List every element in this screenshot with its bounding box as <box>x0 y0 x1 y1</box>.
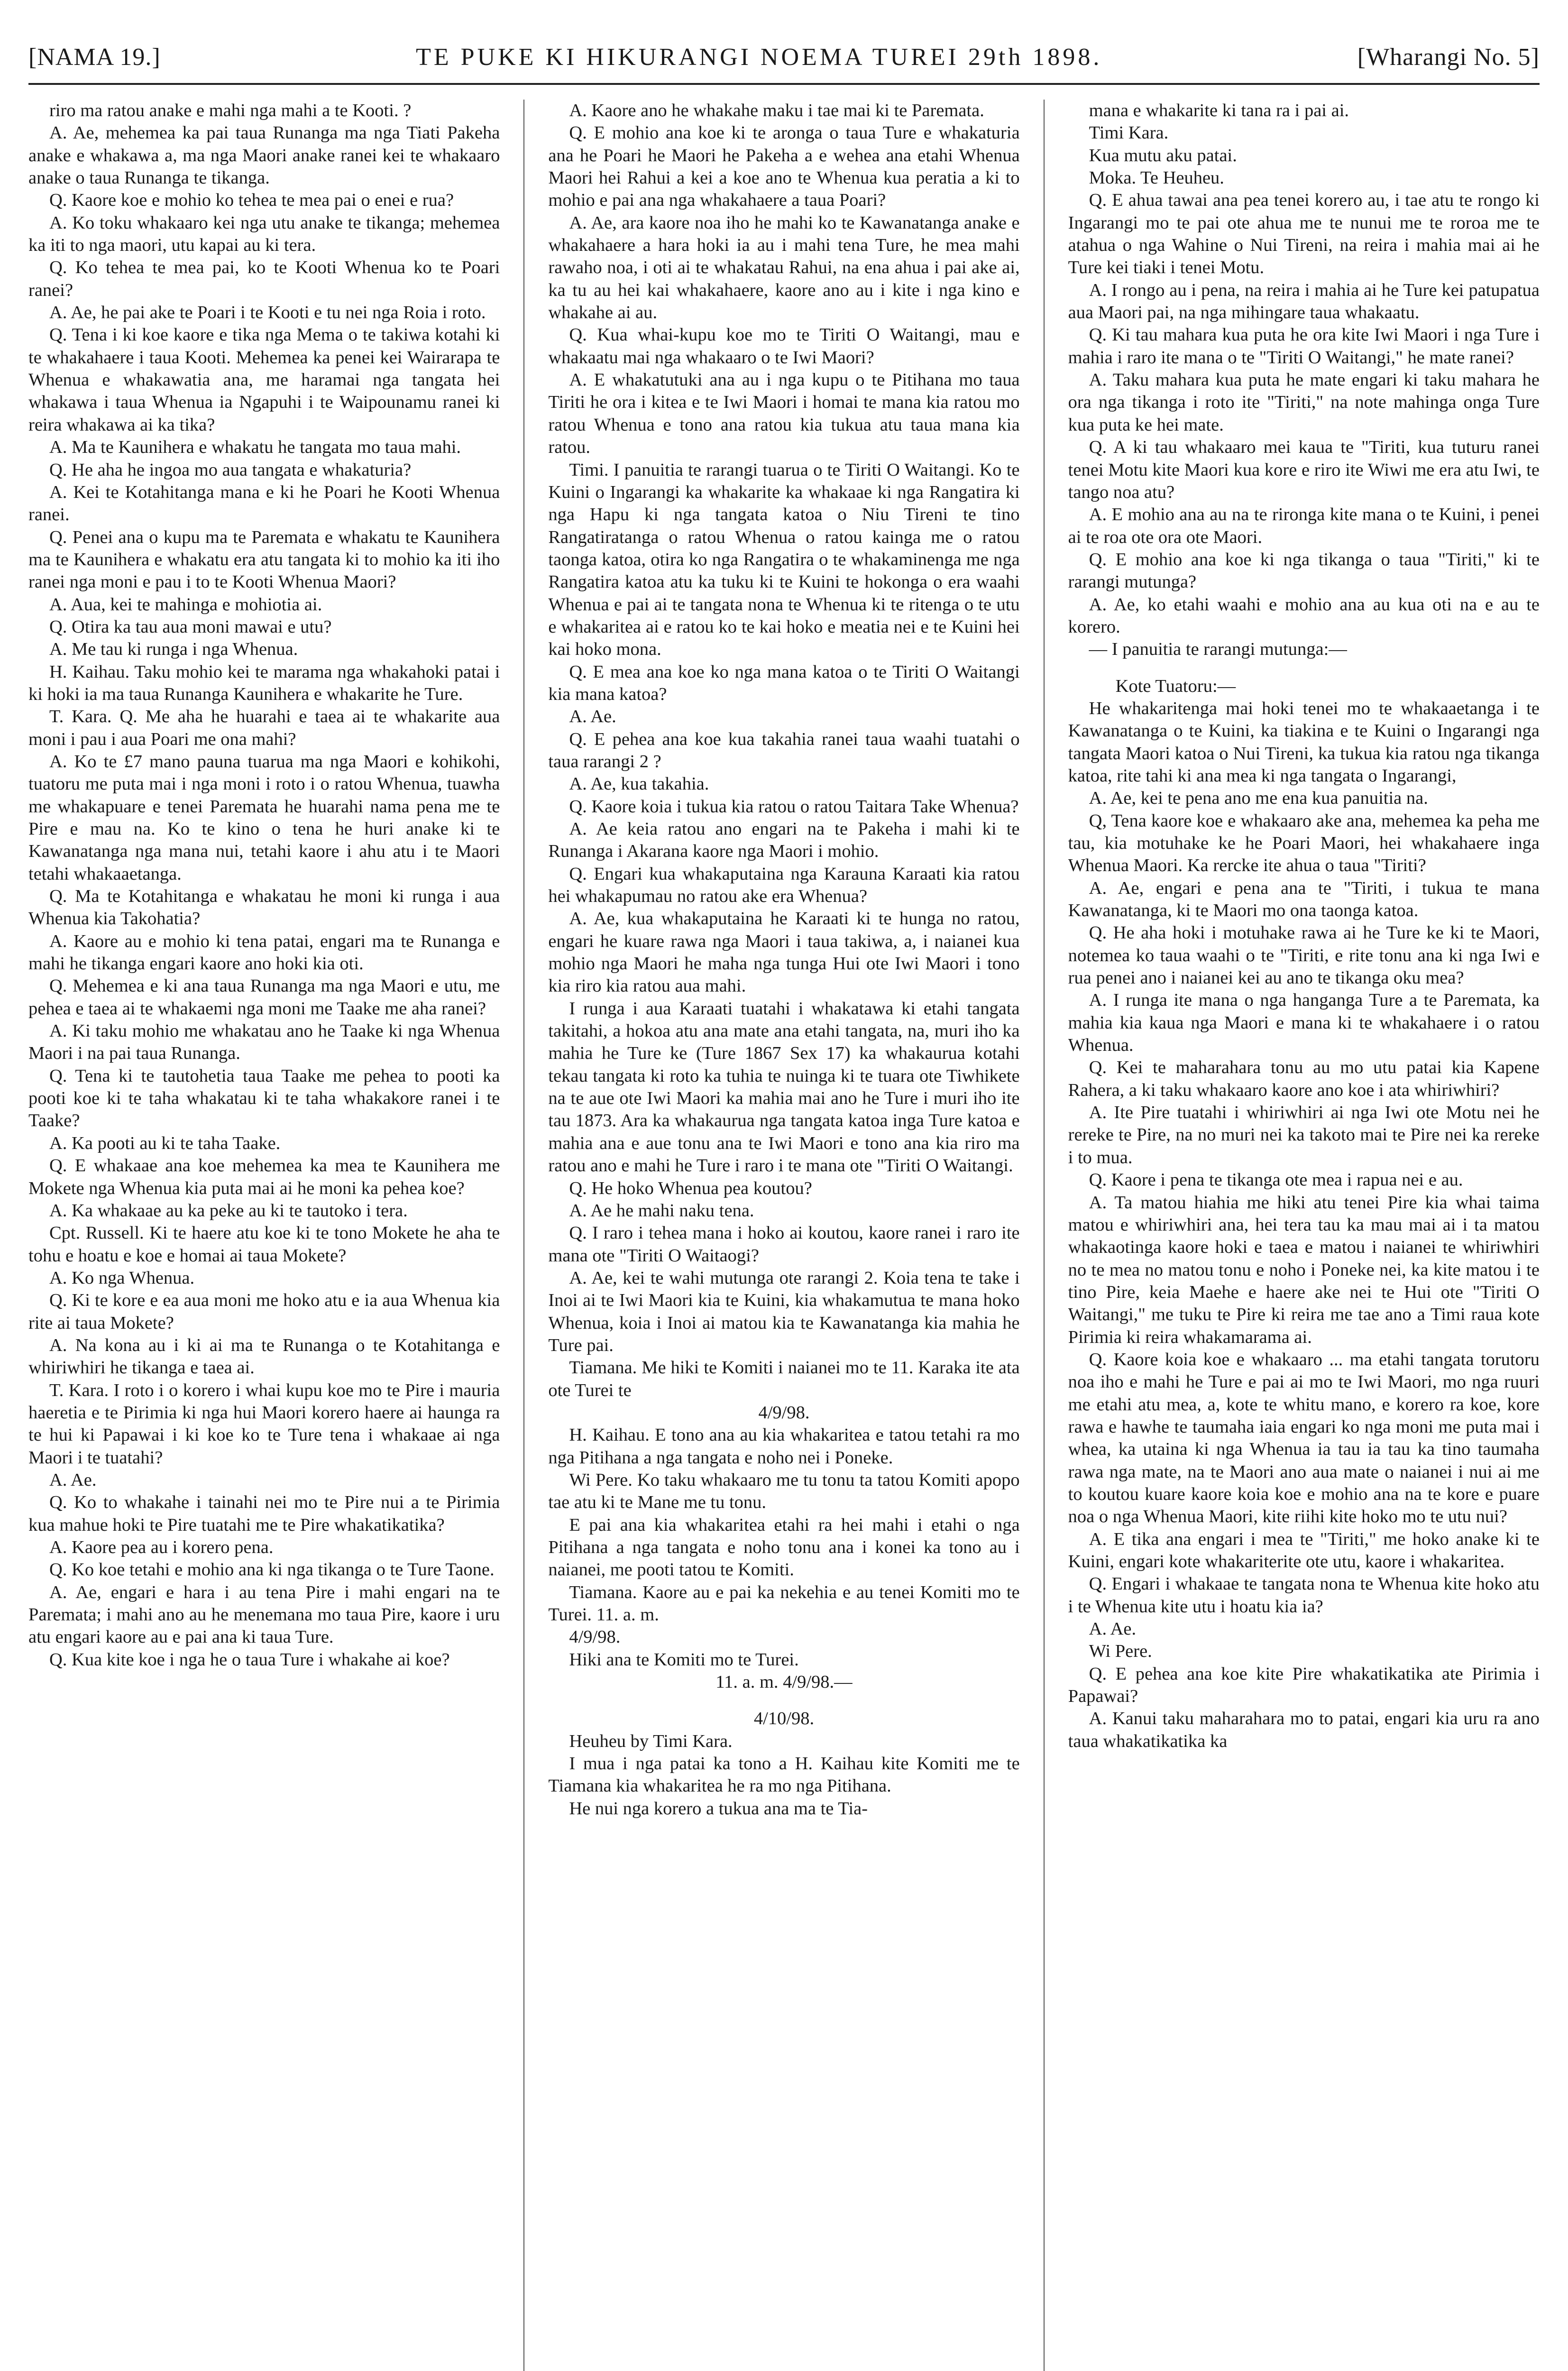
paragraph: Q. Kaore koia i tukua kia ratou o ratou Taitara Take Whenua? <box>569 796 1019 817</box>
text-columns <box>28 100 1540 2371</box>
paragraph: Hiki ana te Komiti mo te Turei. <box>569 1649 799 1670</box>
paragraph: Q. Engari kua whakaputaina nga Karauna Karaati kia ratou hei whakapumau no ratou ake era Whenua? <box>548 864 1020 907</box>
paragraph: Kua mutu aku patai. <box>1089 145 1237 165</box>
paragraph: A. Na kona au i ki ai ma te Runanga o te Kotahitanga e whiriwhiri he tikanga e taea ai. <box>28 1335 500 1378</box>
paragraph: Q. Kaore i pena te tikanga ote mea i rapua nei e au. <box>1089 1170 1463 1190</box>
paragraph: A. E mohio ana au na te rironga kite mana o te Kuini, i penei ai te roa ote ora ote Maori. <box>1068 505 1540 547</box>
paragraph: 11. a. m. 4/9/98.— <box>715 1672 853 1692</box>
paragraph: Q. Otira ka tau aua moni mawai e utu? <box>49 616 332 637</box>
paragraph: Moka. Te Heuheu. <box>1089 168 1224 188</box>
paragraph: A. Ae, ko etahi waahi e mohio ana au kua oti na e au te korero. <box>1068 594 1540 637</box>
paragraph: Heuheu by Timi Kara. <box>569 1731 733 1751</box>
paragraph: Q. Penei ana o kupu ma te Paremata e whakatu te Kaunihera ma te Kaunihera e whakatu era atu tangata ki to mohio ka iti iho ranei nga moni e pau i to te Kooti Whenua Maori? <box>28 527 500 592</box>
paragraph: A. Ko toku whakaaro kei nga utu anake te tikanga; mehemea ka iti to nga maori, utu kapai au ki tera. <box>28 212 500 256</box>
paragraph: A. Ko nga Whenua. <box>49 1268 195 1288</box>
paragraph: Q. E ahua tawai ana pea tenei korero au, i tae atu te rongo ki Ingarangi mo te pai ote ahua me te nunui me te roroa me te atahua o nga Wahine o Nui Tireni, na reira i mahia mai ai he Ture kei tiaki i tenei Motu. <box>1068 190 1540 278</box>
paragraph: — I panuitia te rarangi mutunga:— <box>1089 639 1347 660</box>
paragraph: Q. Mehemea e ki ana taua Runanga ma nga Maori e utu, me pehea e taea ai te whakaemi nga moni me Taake me aha ranei? <box>28 976 500 1019</box>
paragraph: Q. E pehea ana koe kua takahia ranei taua waahi tuatahi o taua rarangi 2 ? <box>548 729 1020 772</box>
paragraph: A. Aua, kei te mahinga e mohiotia ai. <box>49 594 322 615</box>
paragraph: Q. Ko koe tetahi e mohio ana ki nga tikanga o te Ture Taone. <box>49 1560 495 1580</box>
paragraph: Q. Ki te kore e ea aua moni me hoko atu e ia aua Whenua kia rite ai taua Mokete? <box>28 1290 500 1333</box>
column-divider <box>1044 100 1045 2371</box>
newspaper-title: TE PUKE KI HIKURANGI NOEMA TUREI 29th 1898. <box>416 43 1102 71</box>
paragraph: Q, Tena kaore koe e whakaaro ake ana, mehemea ka peha me tau, kia motuhake ke he Poari Maori, hei whakahaere inga Whenua Maori. Ka rercke ite ahua o taua "Tiriti? <box>1068 810 1540 876</box>
paragraph: Q. Kaore koia koe e whakaaro ... ma etahi tangata torutoru noa iho e mahi he Ture e pai ai mo te Iwi Maori, mo nga ruuri me etahi atu mea, a, kote te whitu mano, e korero ra koe, kore rawa e hawhe te taumaha iaia engari ko nga moni me puta mai i whea, ka utaina ki nga Whenua ia tau ia tau ka tino taumaha rawa nga mate, na te Maori ano aua mate o naianei i nui ai me to koutou kuare kaore koia koe e mohio ana na te kore e puare noa o nga Whenua Maori, kite riihi kite hoko mo te utu nui? <box>1068 1349 1540 1527</box>
paragraph: A. Ae he mahi naku tena. <box>569 1200 754 1221</box>
paragraph: Cpt. Russell. Ki te haere atu koe ki te tono Mokete he aha te tohu e hoatu e koe e homai ai taua Mokete? <box>28 1223 500 1266</box>
paragraph: Q. Kua kite koe i nga he o taua Ture i whakahe ai koe? <box>49 1649 450 1670</box>
paragraph: A. Ka whakaae au ka peke au ki te tautoko i tera. <box>49 1200 408 1221</box>
paragraph: Q. E whakaae ana koe mehemea ka mea te Kaunihera me Mokete nga Whenua kia puta mai ai he moni ka pehea koe? <box>28 1156 500 1198</box>
paragraph: I mua i nga patai ka tono a H. Kaihau kite Komiti me te Tiamana kia whakaritea he ra mo nga Pitihana. <box>548 1754 1020 1796</box>
paragraph: Wi Pere. <box>1089 1641 1152 1662</box>
paragraph: T. Kara. Q. Me aha he huarahi e taea ai te whakarite aua moni i pau i aua Poari me ona mahi? <box>28 707 500 749</box>
paragraph: A. Ae, kua takahia. <box>569 774 709 794</box>
paragraph: A. Ma te Kaunihera e whakatu he tangata mo taua mahi. <box>49 437 461 458</box>
paragraph: A. Ta matou hiahia me hiki atu tenei Pire kia whai taima matou e whiriwhiri ana, hei tera tau ka mau mai ai i ta matou whakaotinga kaore hoki e taea e matou i naianei te whiriwhiri no te mea no matou tonu e noho i Poneke nei, ka kite matou i te tino Pire, keia Maehe e haere ake nei te Hui ote "Tiriti O Waitangi," me tuku te Pire ki reira me tae ano a Timi raua kote Pirimia ki reira whakamarama ai. <box>1068 1192 1540 1347</box>
paragraph: T. Kara. I roto i o korero i whai kupu koe mo te Pire i mauria haeretia e te Pirimia ki nga hui Maori korero haere ai haunga ra te hui ki Papawai i ki koe ko te Ture tena i whakaae ai nga Maori i te tuatahi? <box>28 1380 500 1468</box>
paragraph: A. Kaore au e mohio ki tena patai, engari ma te Runanga e mahi he tikanga engari kaore ano hoki kia oti. <box>28 931 500 974</box>
page-number: [Wharangi No. 5] <box>1357 43 1540 71</box>
paragraph: 4/10/98. <box>753 1709 815 1729</box>
paragraph: Q. Kaore koe e mohio ko tehea te mea pai o enei e rua? <box>49 190 454 211</box>
paragraph: Q. Engari i whakaae te tangata nona te Whenua kite hoko atu i te Whenua kite utu i hoatu kia ia? <box>1068 1574 1540 1617</box>
paragraph: I runga i aua Karaati tuatahi i whakatawa ki etahi tangata takitahi, a hokoa atu ana mate ana etahi tangata, na, muri iho ka mahia he Ture ke (Ture 1867 Sex 17) ka whakaurua kotahi tekau tangata ki roto ka tuhia te nuinga ki te tuara ote Tiwhikete na te aue ote Iwi Maori ka mahia mai ano he Ture i muri iho ite tau 1873. Ara ka whakaurua nga tangata katoa inga Ture katoa e mahia ana e aue tonu ana te Iwi Maori e tono ana kia riro ma ratou ano e mahi he Ture i raro i te mana ote "Tiriti O Waitangi. <box>548 998 1020 1176</box>
column-1 <box>28 100 500 2371</box>
paragraph: A. Ite Pire tuatahi i whiriwhiri ai nga Iwi ote Motu nei he rereke te Pire, na no muri nei ka takoto mai te Pire nei ka rereke i to mua. <box>1068 1103 1540 1167</box>
paragraph: A. Ae, kei te pena ano me ena kua panuitia na. <box>1089 788 1428 809</box>
paragraph: E pai ana kia whakaritea etahi ra hei mahi i etahi o nga Pitihana a nga tangata e noho tonu ana i konei ka tono au i naianei, me pooti tatou te Komiti. <box>548 1515 1020 1580</box>
paragraph: A. Taku mahara kua puta he mate engari ki taku mahara he ora nga tikanga i roto ite "Tiriti," na note mahinga onga Ture kua puta ke hei mate. <box>1068 370 1540 435</box>
issue-number: [NAMA 19.] <box>28 43 161 71</box>
paragraph: Q. E pehea ana koe kite Pire whakatikatika ate Pirimia i Papawai? <box>1068 1663 1540 1707</box>
paragraph: Q. Tena i ki koe kaore e tika nga Mema o te takiwa kotahi ki te whakahaere i taua Kooti. Mehemea ka penei kei Wairarapa te Whenua e whakawatia ana, me haramai nga tangata hei whakawa i taua Whenua ia Ngapuhi i te Waipounamu ranei ki reira whakawa ai ka tika? <box>28 325 500 435</box>
paragraph: A. Me tau ki runga i nga Whenua. <box>49 639 298 660</box>
paragraph: A. Ae keia ratou ano engari na te Pakeha i mahi ki te Runanga i Akarana kaore nga Maori i mohio. <box>548 819 1020 862</box>
paragraph: Wi Pere. Ko taku whakaaro me tu tonu ta tatou Komiti apopo tae atu ki te Mane me tu tonu. <box>548 1470 1020 1513</box>
paragraph: Tiamana. Me hiki te Komiti i naianei mo te 11. Karaka ite ata ote Turei te <box>548 1358 1020 1400</box>
paragraph: A. E tika ana engari i mea te "Tiriti," me hoko anake ki te Kuini, engari kote whakariterite ote utu, kaore i whakaritea. <box>1068 1529 1540 1571</box>
paragraph: A. Ka pooti au ki te taha Taake. <box>49 1133 281 1153</box>
paragraph: 4/9/98. <box>758 1402 810 1423</box>
paragraph: He whakaritenga mai hoki tenei mo te whakaaetanga i te Kawanatanga o te Kuini, ka tiakina e te Kuini o Ingarangi nga tangata Maori katoa o Nui Tireni, ka tukua kia ratou nga tikanga katoa, rite tahi ki ana mea ki nga tangata o Ingarangi, <box>1068 698 1540 786</box>
paragraph: Q. Ki tau mahara kua puta he ora kite Iwi Maori i nga Ture i mahia i raro ite mana o te "Tiriti O Waitangi," he mate ranei? <box>1068 325 1540 368</box>
paragraph: Q. E mohio ana koe ki nga tikanga o taua "Tiriti," ki te rarangi mutunga? <box>1068 549 1540 592</box>
paragraph: A. Ae. <box>569 707 616 727</box>
column-3 <box>1068 100 1540 2371</box>
paragraph: A. Ae, mehemea ka pai taua Runanga ma nga Tiati Pakeha anake e whakawa a, ma nga Maori anake ranei kei te whakaaro anake o taua Runanga te tikanga. <box>28 123 500 188</box>
paragraph: A. Ae, ara kaore noa iho he mahi ko te Kawanatanga anake e whakahaere a hara hoki ia au i mahi tena Ture, he mea mahi rawaho noa, i oti ai te whakatau Rahui, na ena ahua i pai ake ai, ka tu au hei kai whakahaere, kaore ano au i kite i nga kino e whakahe ai au. <box>548 212 1020 323</box>
paragraph: Tiamana. Kaore au e pai ka nekehia e au tenei Komiti mo te Turei. 11. a. m. <box>548 1582 1020 1625</box>
paragraph: Timi Kara. <box>1089 123 1169 143</box>
page-header <box>28 33 1540 81</box>
paragraph: H. Kaihau. E tono ana au kia whakaritea e tatou tetahi ra mo nga Pitihana a nga tangata e noho nei i Poneke. <box>548 1425 1020 1468</box>
paragraph: A. Ae, kua whakaputaina he Karaati ki te hunga no ratou, engari he kuare rawa nga Maori i taua takiwa, a, i naianei kua mohio nga Maori he maha nga tunga Hui ote Iwi Maori i tono kia riro kia ratou aua mahi. <box>548 909 1020 996</box>
paragraph: Q. Ma te Kotahitanga e whakatau he moni ki runga i aua Whenua kia Takohatia? <box>28 886 500 929</box>
paragraph: Q. I raro i tehea mana i hoko ai koutou, kaore ranei i raro ite mana ote "Tiriti O Waitaogi? <box>548 1223 1020 1266</box>
column-2 <box>548 100 1019 2371</box>
paragraph: A. Ki taku mohio me whakatau ano he Taake ki nga Whenua Maori i na pai taua Runanga. <box>28 1021 500 1064</box>
paragraph: Q. E mohio ana koe ki te aronga o taua Ture e whakaturia ana he Poari he Maori he Pakeha a e wehea ana etahi Whenua Maori hei Rahui a kei a koe ano te Whenua kua peratia a ki to mohio e pai ana nga whakahaere a taua Poari? <box>548 123 1020 211</box>
paragraph: Q. E mea ana koe ko nga mana katoa o te Tiriti O Waitangi kia mana katoa? <box>548 662 1020 704</box>
paragraph: Q. He hoko Whenua pea koutou? <box>569 1178 812 1198</box>
paragraph: A. I rongo au i pena, na reira i mahia ai he Ture kei patupatua aua Maori pai, na nga mihingare taua whakaatu. <box>1068 280 1540 323</box>
paragraph: A. Ko te £7 mano pauna tuarua ma nga Maori e kohikohi, tuatoru me puta mai i nga moni i roto i o ratou Whenua, tuawha me whakapuare e tenei Paremata he huarahi nama pena me te Pire e mau na. Ko te kino o tena he huri anake ki te Kawanatanga nga mana nui, tetahi kaore i ahu atu i te Maori tetahi whakaaetanga. <box>28 751 500 884</box>
paragraph: Timi. I panuitia te rarangi tuarua o te Tiriti O Waitangi. Ko te Kuini o Ingarangi ka whakarite ka whakaae ki nga Rangatira ki nga Hapu ki nga tangata katoa o Niu Tireni te tino Rangatiratanga o ratou Whenua o ratou kainga me o ratou taonga katoa, otira ko nga Rangatira o te whakaminenga me nga Rangatira katoa atu ka tuku ki te Kuini te hokonga o era waahi Whenua e pai ai te tangata nona te Whenua ki te ritenga o te utu e whakaritea ai e ratou ko te kai hoko e meatia nei e te Kuini hei kai hoko mona. <box>548 459 1020 660</box>
paragraph: Q. He aha he ingoa mo aua tangata e whakaturia? <box>49 459 412 480</box>
column-divider <box>523 100 524 2371</box>
paragraph: riro ma ratou anake e mahi nga mahi a te Kooti. ? <box>49 101 412 120</box>
paragraph: A. Ae, he pai ake te Poari i te Kooti e tu nei nga Roia i roto. <box>49 303 486 323</box>
paragraph: A. I runga ite mana o nga hanganga Ture a te Paremata, ka mahia kia kaua nga Maori e mana ki te whakahaere i o ratou Whenua. <box>1068 990 1540 1056</box>
paragraph: Q. Kua whai-kupu koe mo te Tiriti O Waitangi, mau e whakaatu mai nga whakaaro o te Iwi Maori? <box>548 325 1020 368</box>
paragraph: A. Kaore ano he whakahe maku i tae mai ki te Paremata. <box>569 101 984 120</box>
paragraph: A. Ae, engari e hara i au tena Pire i mahi engari na te Paremata; i mahi ano au he menemana mo taua Pire, kaore i uru atu engari kaore au e pai ana ki taua Ture. <box>28 1582 500 1647</box>
paragraph: A. E whakatutuki ana au i nga kupu o te Pitihana mo taua Tiriti he ora i kitea e te Iwi Maori i homai te mana kia ratou mo ratou Whenua e tono ana ratou kia tukua atu taua mana kia ratou. <box>548 370 1020 458</box>
paragraph: A. Ae, kei te wahi mutunga ote rarangi 2. Koia tena te take i Inoi ai te Iwi Maori kia te Kuini, kia whakamutua te mana hoko Whenua, koia i Inoi ai matou kia te Kawanatanga kia mahia he Ture pai. <box>548 1268 1020 1355</box>
paragraph: A. Kanui taku maharahara mo to patai, engari kia uru ra ano taua whakatikatika ka <box>1068 1709 1540 1751</box>
paragraph: Kote Tuatoru:— <box>1115 676 1236 696</box>
paragraph: A. Ae, engari e pena ana te "Tiriti, i tukua te mana Kawanatanga, ki te Maori mo ona taonga katoa. <box>1068 878 1540 921</box>
paragraph: He nui nga korero a tukua ana ma te Tia- <box>569 1798 868 1819</box>
paragraph: Q. Tena ki te tautohetia taua Taake me pehea to pooti ka pooti koe ki te taha whakatau ki te taha whakakore ranei i te Taake? <box>28 1066 500 1131</box>
paragraph: H. Kaihau. Taku mohio kei te marama nga whakahoki patai i ki hoki ia ma taua Runanga Kaunihera e whakarite he Ture. <box>28 662 500 704</box>
header-rule <box>28 83 1540 85</box>
paragraph: mana e whakarite ki tana ra i pai ai. <box>1089 101 1349 120</box>
paragraph: A. Ae. <box>1089 1619 1137 1639</box>
paragraph: A. Kei te Kotahitanga mana e ki he Poari he Kooti Whenua ranei. <box>28 482 500 525</box>
paragraph: Q. A ki tau whakaaro mei kaua te "Tiriti, kua tuturu ranei tenei Motu kite Maori kua kore e riro ite Wiwi me era atu Iwi, te tango noa atu? <box>1068 437 1540 502</box>
paragraph: Q. Kei te maharahara tonu au mo utu patai kia Kapene Rahera, a ki taku whakaaro kaore ano koe i ata whiriwhiri? <box>1068 1057 1540 1100</box>
paragraph: Q. Ko to whakahe i tainahi nei mo te Pire nui a te Pirimia kua mahue hoki te Pire tuatahi me te Pire whakatikatika? <box>28 1492 500 1535</box>
paragraph: A. Kaore pea au i korero pena. <box>49 1537 274 1557</box>
paragraph: Q. Ko tehea te mea pai, ko te Kooti Whenua ko te Poari ranei? <box>28 257 500 300</box>
paragraph: Q. He aha hoki i motuhake rawa ai he Ture ke ki te Maori, notemea ko taua waahi o te "Tiriti, e rite tonu ana ki nga Iwi e rua penei ano i naianei kei au ano te tikanga oku mea? <box>1068 923 1540 988</box>
paragraph: 4/9/98. <box>569 1627 621 1647</box>
paragraph: A. Ae. <box>49 1470 97 1490</box>
